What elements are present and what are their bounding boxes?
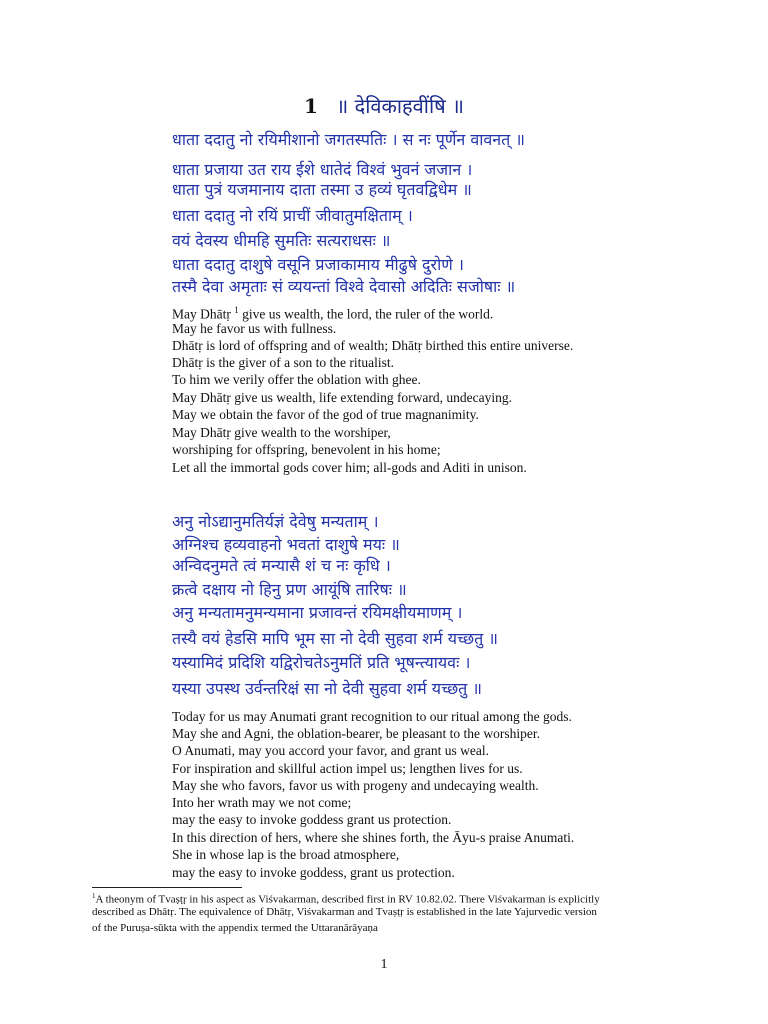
sanskrit-verse-line: यस्यामिदं प्रदिशि यद्विरोचतेऽनुमतिं प्रति भूषन्त्यायवः । — [172, 653, 471, 672]
english-translation-line: Let all the immortal gods cover him; all-gods and Aditi in unison. — [172, 460, 527, 475]
english-translation-line: worshiping for offspring, benevolent in his home; — [172, 442, 441, 457]
english-translation-line: May Dhātṛ $^1$ give us wealth, the lord, the ruler of the world. — [172, 305, 494, 322]
english-translation-line: May she who favors, favor us with progeny and undecaying wealth. — [172, 778, 539, 793]
footnote-mark: 1 — [92, 892, 96, 900]
english-translation-line: May we obtain the favor of the god of true magnanimity. — [172, 407, 479, 422]
page-title — [0, 92, 768, 119]
english-translation-line: may the easy to invoke goddess, grant us protection. — [172, 865, 455, 880]
sanskrit-verse-line: अनु नोऽद्यानुमतिर्यज्ञं देवेषु मन्यताम् । — [172, 512, 379, 531]
english-translation-line: May he favor us with fullness. — [172, 321, 337, 336]
chapter-title: ॥ देविकाहवींषि ॥ — [336, 94, 465, 118]
english-translation-line: May Dhātṛ give wealth to the worshiper, — [172, 425, 391, 440]
sanskrit-verse-line: तस्मै देवा अमृताः सं व्ययन्तां विश्वे देवासो अदितिः सजोषाः ॥ — [172, 277, 516, 296]
footnote-line: $^1$A theonym of Tvaṣṭṛ in his aspect as Viśvakarman, described first in RV 10.82.02. There Viśvakarman is explicitly — [92, 892, 600, 906]
english-translation-line: Dhātṛ is the giver of a son to the ritualist. — [172, 355, 394, 370]
english-translation-line: may the easy to invoke goddess grant us protection. — [172, 812, 452, 827]
footnote-divider — [92, 887, 242, 888]
english-translation-line: May Dhātṛ give us wealth, life extending forward, undecaying. — [172, 390, 513, 405]
english-translation-line: Into her wrath may we not come; — [172, 795, 352, 810]
sanskrit-verse-line: अनु मन्यतामनुमन्यमाना प्रजावन्तं रयिमक्षीयमाणम् । — [172, 603, 463, 622]
english-translation-line: May she and Agni, the oblation-bearer, be pleasant to the worshiper. — [172, 726, 540, 741]
sanskrit-verse-line: धाता ददातु नो रयिं प्राचीं जीवातुमक्षिताम् । — [172, 206, 413, 225]
sanskrit-verse-line: तस्यै वयं हेडसि मापि भूम सा नो देवी सुहवा शर्म यच्छतु ॥ — [172, 629, 498, 648]
english-translation-line: For inspiration and skillful action impel us; lengthen lives for us. — [172, 761, 523, 776]
english-translation-line: O Anumati, may you accord your favor, and grant us weal. — [172, 743, 489, 758]
chapter-number: 1 — [303, 94, 318, 118]
english-translation-line: Today for us may Anumati grant recognition to our ritual among the gods. — [172, 709, 572, 724]
english-translation-line: Dhātṛ is lord of offspring and of wealth; Dhātṛ birthed this entire universe. — [172, 338, 574, 353]
sanskrit-verse-line: अग्निश्च हव्यवाहनो भवतां दाशुषे मयः ॥ — [172, 535, 400, 554]
sanskrit-verse-line: वयं देवस्य धीमहि सुमतिः सत्यराधसः ॥ — [172, 231, 391, 250]
page-number: 1 — [380, 957, 388, 972]
footnote-line: described as Dhātṛ. The equivalence of Dhātṛ, Viśvakarman and Tvaṣṭṛ is established in the late Yajurvedic version — [92, 906, 597, 918]
sanskrit-verse-line: क्रत्वे दक्षाय नो हिनु प्रण आयूंषि तारिषः ॥ — [172, 580, 407, 599]
english-translation-line: She in whose lap is the broad atmosphere, — [172, 847, 400, 862]
sanskrit-verse-line: अन्विदनुमते त्वं मन्यासै शं च नः कृधि । — [172, 556, 391, 575]
sanskrit-verse-line: यस्या उपस्थ उर्वन्तरिक्षं सा नो देवी सुहवा शर्म यच्छतु ॥ — [172, 679, 482, 698]
footnote-ref: 1 — [234, 305, 239, 315]
english-translation-line: In this direction of hers, where she shines forth, the Āyu-s praise Anumati. — [172, 830, 575, 845]
sanskrit-verse-line: धाता ददातु दाशुषे वसूनि प्रजाकामाय मीढुषे दुरोणे । — [172, 255, 464, 274]
sanskrit-verse-line: धाता प्रजाया उत राय ईशे धातेदं विश्वं भुवनं जजान । — [172, 160, 473, 179]
sanskrit-verse-line: धाता ददातु नो रयिमीशानो जगतस्पतिः । स नः पूर्णेन वावनत् ॥ — [172, 130, 525, 149]
english-translation-line: To him we verily offer the oblation with ghee. — [172, 372, 421, 387]
sanskrit-verse-line: धाता पुत्रं यजमानाय दाता तस्मा उ हव्यं घृतवद्विधेम ॥ — [172, 180, 472, 199]
footnote-line: of the Puruṣa-sūkta with the appendix termed the Uttaranārāyaṇa — [92, 922, 378, 934]
